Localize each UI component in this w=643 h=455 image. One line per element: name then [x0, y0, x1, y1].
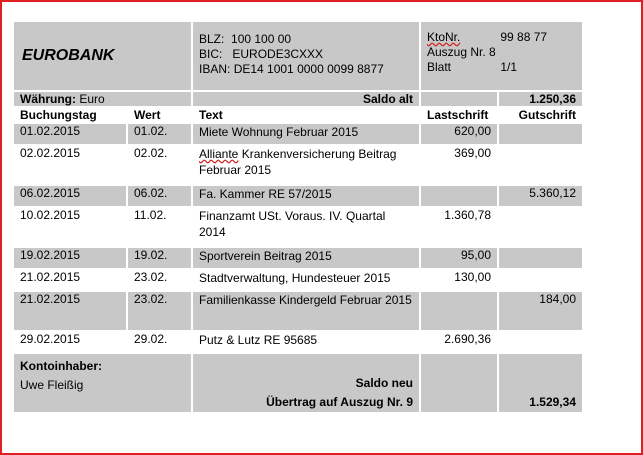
blz-value: 100 100 00 [231, 32, 292, 46]
transaction-row: 21.02.2015 23.02. Familienkasse Kindergeld Februar 2015 184,00 [14, 292, 582, 330]
kto-value: 99 88 77 [500, 30, 548, 44]
transaction-row: 01.02.2015 01.02. Miete Wohnung Februar 2015 620,00 [14, 124, 582, 144]
bank-details: BLZ: 100 100 00 BIC: EURODE3CXXX IBAN: DE14 1001 0000 0099 8877 [193, 22, 419, 90]
transaction-row: 10.02.2015 11.02. Finanzamt USt. Voraus. IV. Quartal 2014 1.360,78 [14, 208, 582, 246]
col-lastschrift: Lastschrift [421, 108, 497, 122]
iban-value: DE14 1001 0000 0099 8877 [233, 62, 384, 76]
statement-footer-row [14, 354, 582, 412]
statement-header-row [14, 22, 582, 90]
col-text: Text [193, 108, 419, 122]
column-header-row [14, 108, 582, 122]
currency-value: Euro [79, 92, 105, 106]
currency-row [14, 92, 582, 106]
auszug-label: Auszug Nr. [427, 45, 486, 59]
transaction-row: 06.02.2015 06.02. Fa. Kammer RE 57/2015 5.360,12 [14, 186, 582, 206]
auszug-value: 8 [489, 45, 496, 59]
statement-meta [421, 22, 582, 90]
transaction-row: 02.02.2015 02.02. Alliante Krankenversicherung Beitrag Februar 2015 369,00 [14, 146, 582, 184]
spellcheck-word: Alliante [199, 147, 239, 161]
holder-name: Uwe Fleißig [20, 378, 84, 392]
col-buchungstag: Buchungstag [14, 108, 126, 122]
saldo-alt-value: 1.250,36 [499, 92, 582, 106]
bank-statement-table [12, 20, 584, 414]
bic-value: EURODE3CXXX [232, 47, 324, 61]
saldo-neu-label: Saldo neu [355, 376, 413, 390]
transaction-row: 29.02.2015 29.02. Putz & Lutz RE 95685 2.690,36 [14, 332, 582, 352]
col-gutschrift: Gutschrift [499, 108, 582, 122]
col-wert: Wert [128, 108, 191, 122]
transaction-row: 19.02.2015 19.02. Sportverein Beitrag 2015 95,00 [14, 248, 582, 268]
blatt-value: 1/1 [500, 60, 518, 74]
blatt-label: Blatt [427, 60, 452, 74]
transaction-row: 21.02.2015 23.02. Stadtverwaltung, Hundesteuer 2015 130,00 [14, 270, 582, 290]
saldo-neu-value: 1.529,34 [529, 395, 576, 409]
currency-label: Währung: [20, 92, 76, 106]
holder-label: Kontoinhaber: [20, 359, 102, 373]
bank-name: EUROBANK [14, 22, 191, 90]
kto-label: KtoNr. [427, 30, 461, 44]
uebertrag-label: Übertrag auf Auszug Nr. 9 [266, 395, 413, 409]
saldo-alt-label: Saldo alt [193, 92, 419, 106]
